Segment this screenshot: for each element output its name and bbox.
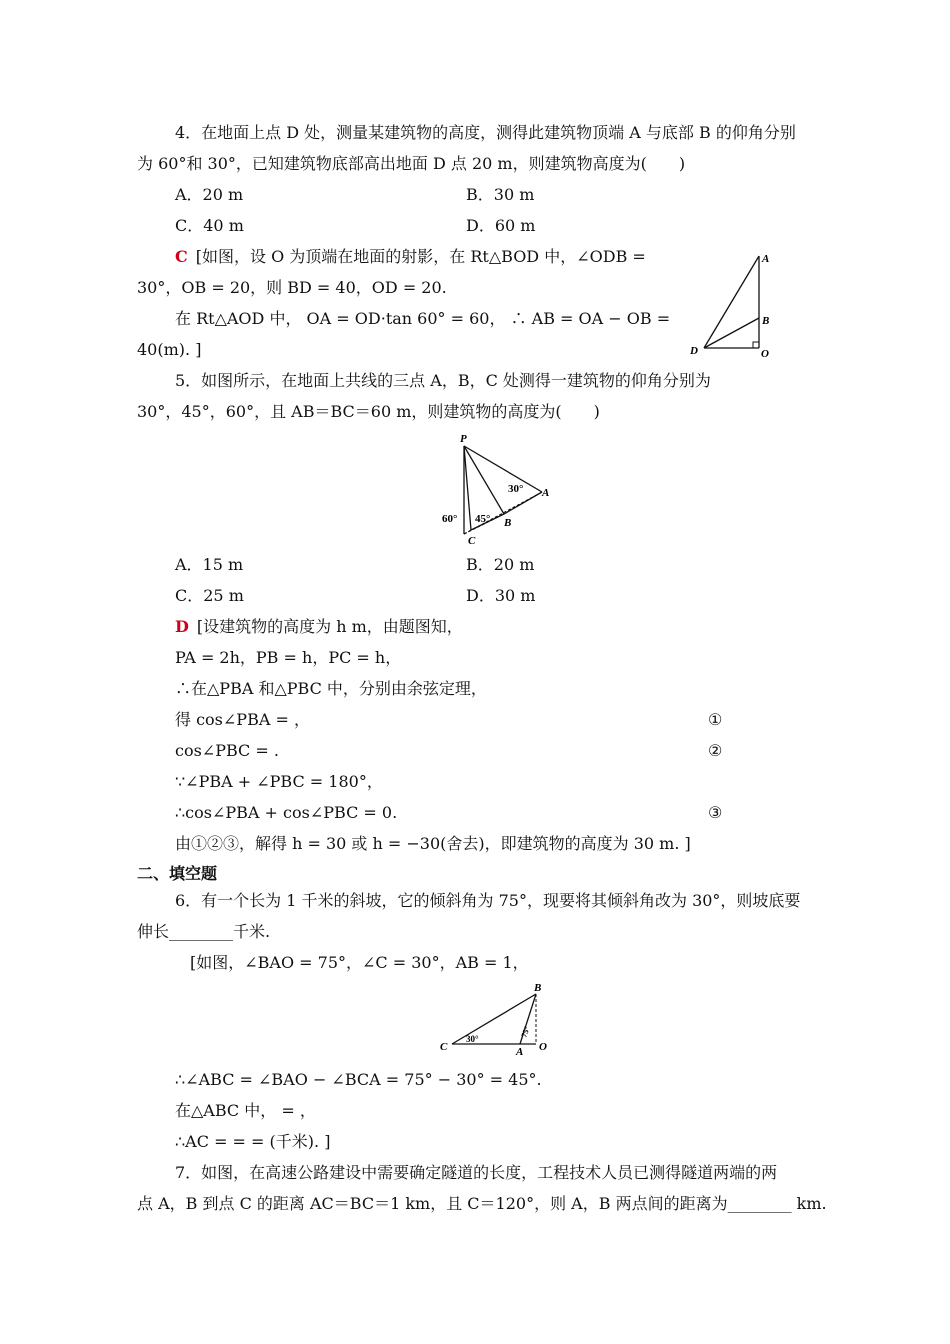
q6-fig-label-b: B <box>534 982 542 994</box>
q5-fig-label-p: P <box>460 433 467 445</box>
q5-solution-text1: [设建筑物的高度为 h m，由题图知， <box>196 617 463 636</box>
q6-solution-line2: ∴∠ABC = ∠BAO − ∠BCA = 75° − 30° = 45°. <box>175 1070 542 1089</box>
q5-option-a: A．15 m <box>175 555 244 574</box>
q4-fig-label-b: B <box>762 315 770 327</box>
q4-fig-label-o: O <box>761 348 769 360</box>
q6-solution-line4: ∴AC = = = (千米). ] <box>175 1132 331 1151</box>
q5-mark-3: ③ <box>708 803 723 822</box>
q4-solution-line4: 40(m). ] <box>137 340 202 359</box>
q6-fig-label-a: A <box>516 1046 524 1056</box>
q6-fig-angle-75: 75° <box>519 1025 532 1039</box>
q4-option-d: D．60 m <box>466 216 536 235</box>
q5-solution-line1 <box>175 617 463 637</box>
q4-solution-line1 <box>175 247 646 267</box>
q5-solution-line5: cos∠PBC = . <box>175 741 279 760</box>
q5-fig-angle-60: 60° <box>442 513 458 525</box>
q7-stem-line1: 7．如图，在高速公路建设中需要确定隧道的长度，工程技术人员已测得隧道两端的两 <box>175 1163 778 1182</box>
q5-option-d: D．30 m <box>466 586 536 605</box>
q5-option-c: C．25 m <box>175 586 244 605</box>
q5-mark-1: ① <box>708 710 723 729</box>
q4-solution-line3: 在 Rt△AOD 中， OA = OD·tan 60° = 60， ∴ AB = OA − OB = <box>175 309 671 328</box>
q5-solution-line2: PA = 2h，PB = h，PC = h， <box>175 648 402 667</box>
q6-fig-label-c: C <box>440 1041 448 1053</box>
q4-option-c: C．40 m <box>175 216 244 235</box>
q5-fig-label-b: B <box>504 517 512 529</box>
q4-solution-line2: 30°，OB = 20，则 BD = 40，OD = 20. <box>137 278 447 297</box>
q5-figure <box>438 430 558 548</box>
q6-solution-line1: [如图，∠BAO = 75°，∠C = 30°，AB = 1， <box>190 953 529 972</box>
q5-fig-angle-30: 30° <box>508 483 524 495</box>
q4-answer: C <box>175 247 188 266</box>
q5-solution-line8: 由①②③，解得 h = 30 或 h = −30(舍去)，即建筑物的高度为 30 m. ] <box>175 834 691 853</box>
q5-fig-label-a: A <box>542 487 550 499</box>
q5-option-b: B．20 m <box>466 555 535 574</box>
q5-solution-line7: ∴cos∠PBA + cos∠PBC = 0. <box>175 803 398 822</box>
q4-solution-text1: [如图，设 O 为顶端在地面的射影，在 Rt△BOD 中，∠ODB = <box>195 247 646 266</box>
section-heading: 二、填空题 <box>137 864 218 883</box>
q6-stem-line1: 6．有一个长为 1 千米的斜坡，它的倾斜角为 75°，现要将其倾斜角改为 30°，则坡底要 <box>175 891 801 910</box>
q5-stem-line2: 30°，45°，60°，且 AB＝BC＝60 m，则建筑物的高度为( ) <box>137 402 600 421</box>
q5-solution-line6: ∵∠PBA + ∠PBC = 180°， <box>175 772 383 791</box>
q5-fig-label-c: C <box>468 535 476 547</box>
q6-fig-label-o: O <box>539 1041 547 1053</box>
q6-stem-line2: 伸长________千米. <box>137 922 271 941</box>
q6-figure <box>438 980 558 1056</box>
q4-option-a: A．20 m <box>175 185 244 204</box>
q5-mark-2: ② <box>708 741 723 760</box>
q5-answer: D <box>175 617 189 636</box>
q5-stem-line1: 5．如图所示，在地面上共线的三点 A，B，C 处测得一建筑物的仰角分别为 <box>175 371 711 390</box>
q6-solution-line3: 在△ABC 中， = ， <box>175 1101 316 1120</box>
q4-fig-label-d: D <box>690 345 698 357</box>
q6-fig-angle-30: 30° <box>466 1034 479 1044</box>
q5-solution-line3: ∴在△PBA 和△PBC 中，分别由余弦定理， <box>175 679 487 698</box>
q4-fig-label-a: A <box>762 253 770 265</box>
q4-figure <box>684 248 784 363</box>
q4-stem-line2: 为 60°和 30°，已知建筑物底部高出地面 D 点 20 m，则建筑物高度为( ) <box>137 154 686 173</box>
q4-stem-line1: 4．在地面上点 D 处，测量某建筑物的高度，测得此建筑物顶端 A 与底部 B 的仰角分别 <box>175 123 796 142</box>
q5-fig-angle-45: 45° <box>475 513 491 525</box>
q7-stem-line2: 点 A，B 到点 C 的距离 AC＝BC＝1 km，且 C＝120°，则 A，B 两点间的距离为________ km. <box>137 1194 827 1213</box>
q4-option-b: B．30 m <box>466 185 535 204</box>
q5-solution-line4: 得 cos∠PBA = ， <box>175 710 310 729</box>
